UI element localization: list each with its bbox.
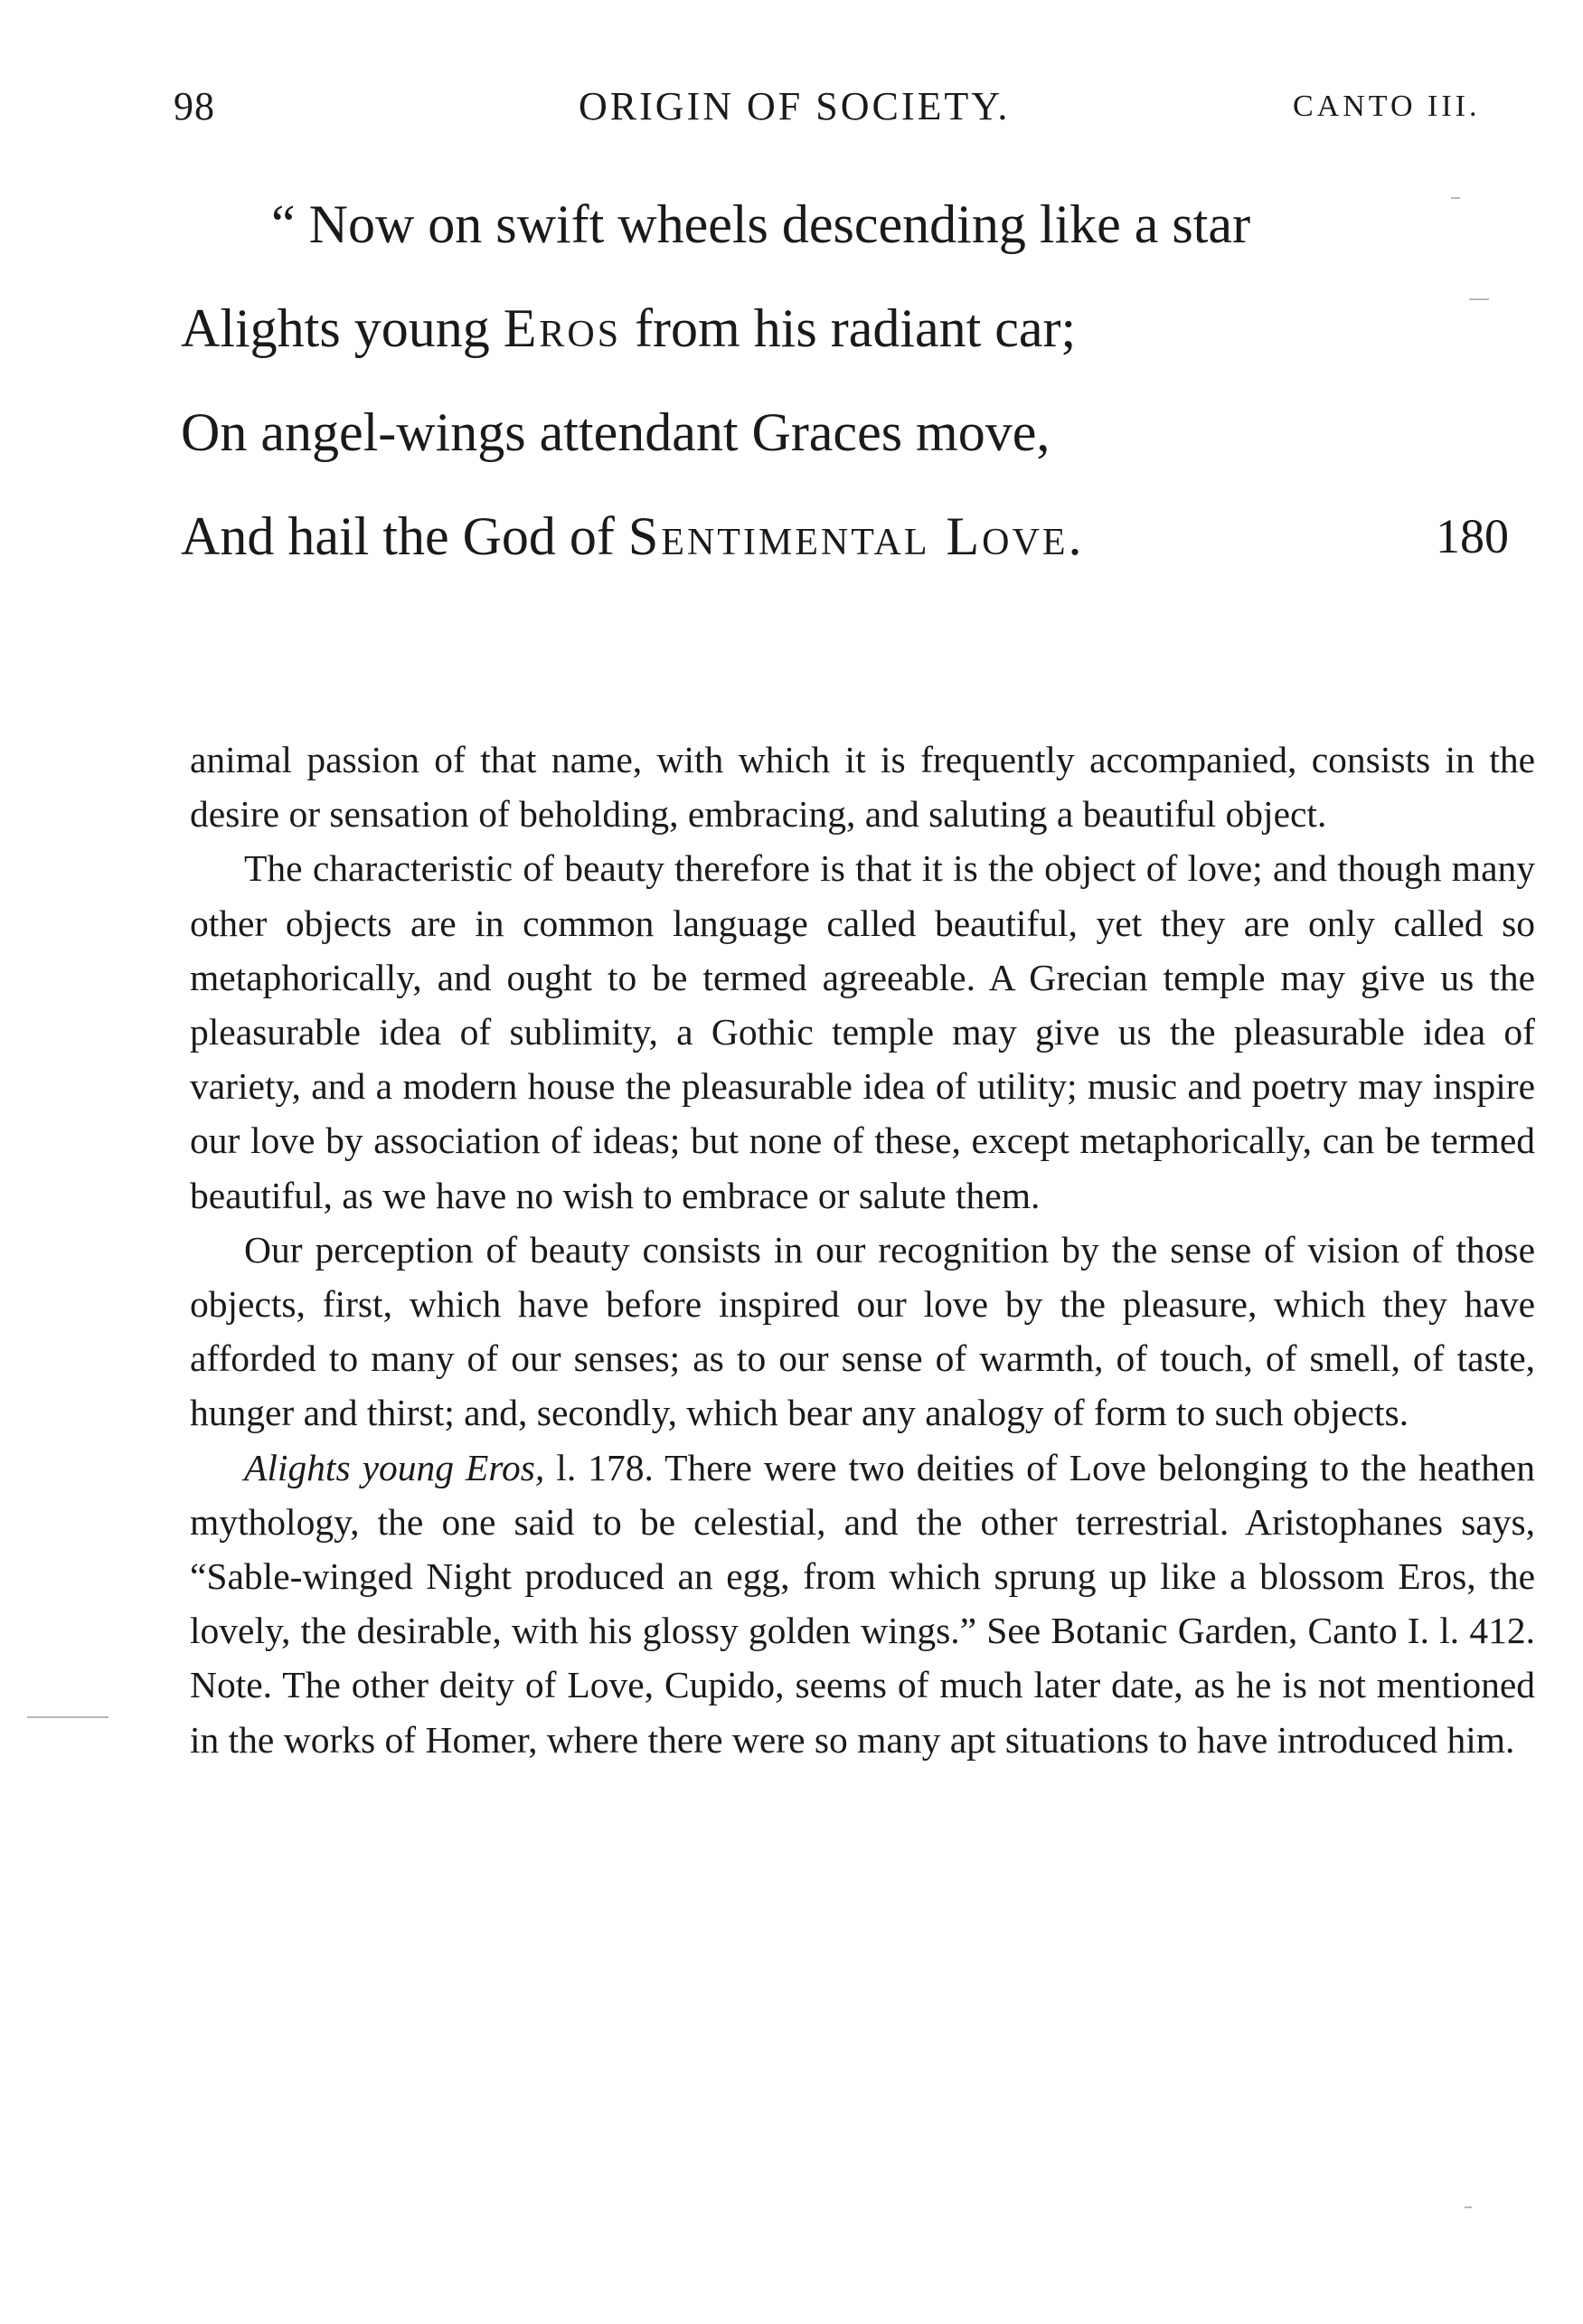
note-reference-italic: Alights young Eros, xyxy=(244,1446,545,1488)
print-speck xyxy=(1465,2206,1472,2208)
canto-label: CANTO III. xyxy=(1293,90,1481,123)
verse-sentimental-love: Sentimental Love. xyxy=(627,506,1085,566)
verse-line-2 xyxy=(181,296,1537,361)
page-number: 98 xyxy=(174,84,215,128)
verse-line-3: On angel-wings attendant Graces move, xyxy=(181,402,1051,462)
print-speck xyxy=(27,1716,108,1718)
verse-line-2-start: Alights young xyxy=(181,298,504,358)
verse-line-4 xyxy=(181,504,1537,569)
note-paragraph-3: Our perception of beauty consists in our recognition by the sense of vision of those objects, first, which have before inspired our love by the pleasure, which they have afforded to many of our senses; as to our sense of warmth, of touch, of smell, of taste, hunger and thirst; and, secondly, which bear any analogy of form to such objects. xyxy=(190,1228,1535,1434)
print-speck xyxy=(1451,197,1460,199)
running-title: ORIGIN OF SOCIETY. xyxy=(579,84,1011,128)
verse-line-1: “ Now on swift wheels descending like a star xyxy=(271,194,1251,254)
note-paragraph-4 xyxy=(190,1441,1535,1767)
verse-line-number: 180 xyxy=(1436,509,1509,563)
note-paragraph-1: animal passion of that name, with which it is frequently accompanied, consists in the desire or sensation of beholding, embracing, and saluting a beautiful object. xyxy=(190,739,1535,836)
verse-line-4-start: And hail the God of xyxy=(181,506,628,566)
print-speck xyxy=(1469,298,1489,300)
note-paragraph-4-text: l. 178. There were two deities of Love belonging to the heathen mythology, the one said to be celestial, and the other terrestrial. Aristophanes says, “Sable-winged Night produced an egg, from which sprung up like a blossom Eros, the lovely, the desirable, with his glossy golden wings.” See Botanic Garden, Canto I. l. 412. Note. The other deity of Love, Cupido, seems of much later date, as he is not mentioned in the works of Homer, where there were so many apt situations to have introduced him. xyxy=(190,1446,1536,1761)
notes-section xyxy=(190,732,1535,1767)
note-paragraph-2: The characteristic of beauty therefore is that it is the object of love; and though many other objects are in common language called beautiful, yet they are only called so metaphorically, and ought to be termed agreeable. A Grecian temple may give us the pleasurable idea of sublimity, a Gothic temple may give us the pleasurable idea of variety, and a modern house the pleasurable idea of utility; music and poetry may inspire our love by association of ideas; but none of these, except metaphorically, can be termed beautiful, as we have no wish to embrace or salute them. xyxy=(190,847,1535,1216)
verse-line-2-end: from his radiant car; xyxy=(621,298,1077,358)
verse-eros-name: Eros xyxy=(503,298,622,358)
